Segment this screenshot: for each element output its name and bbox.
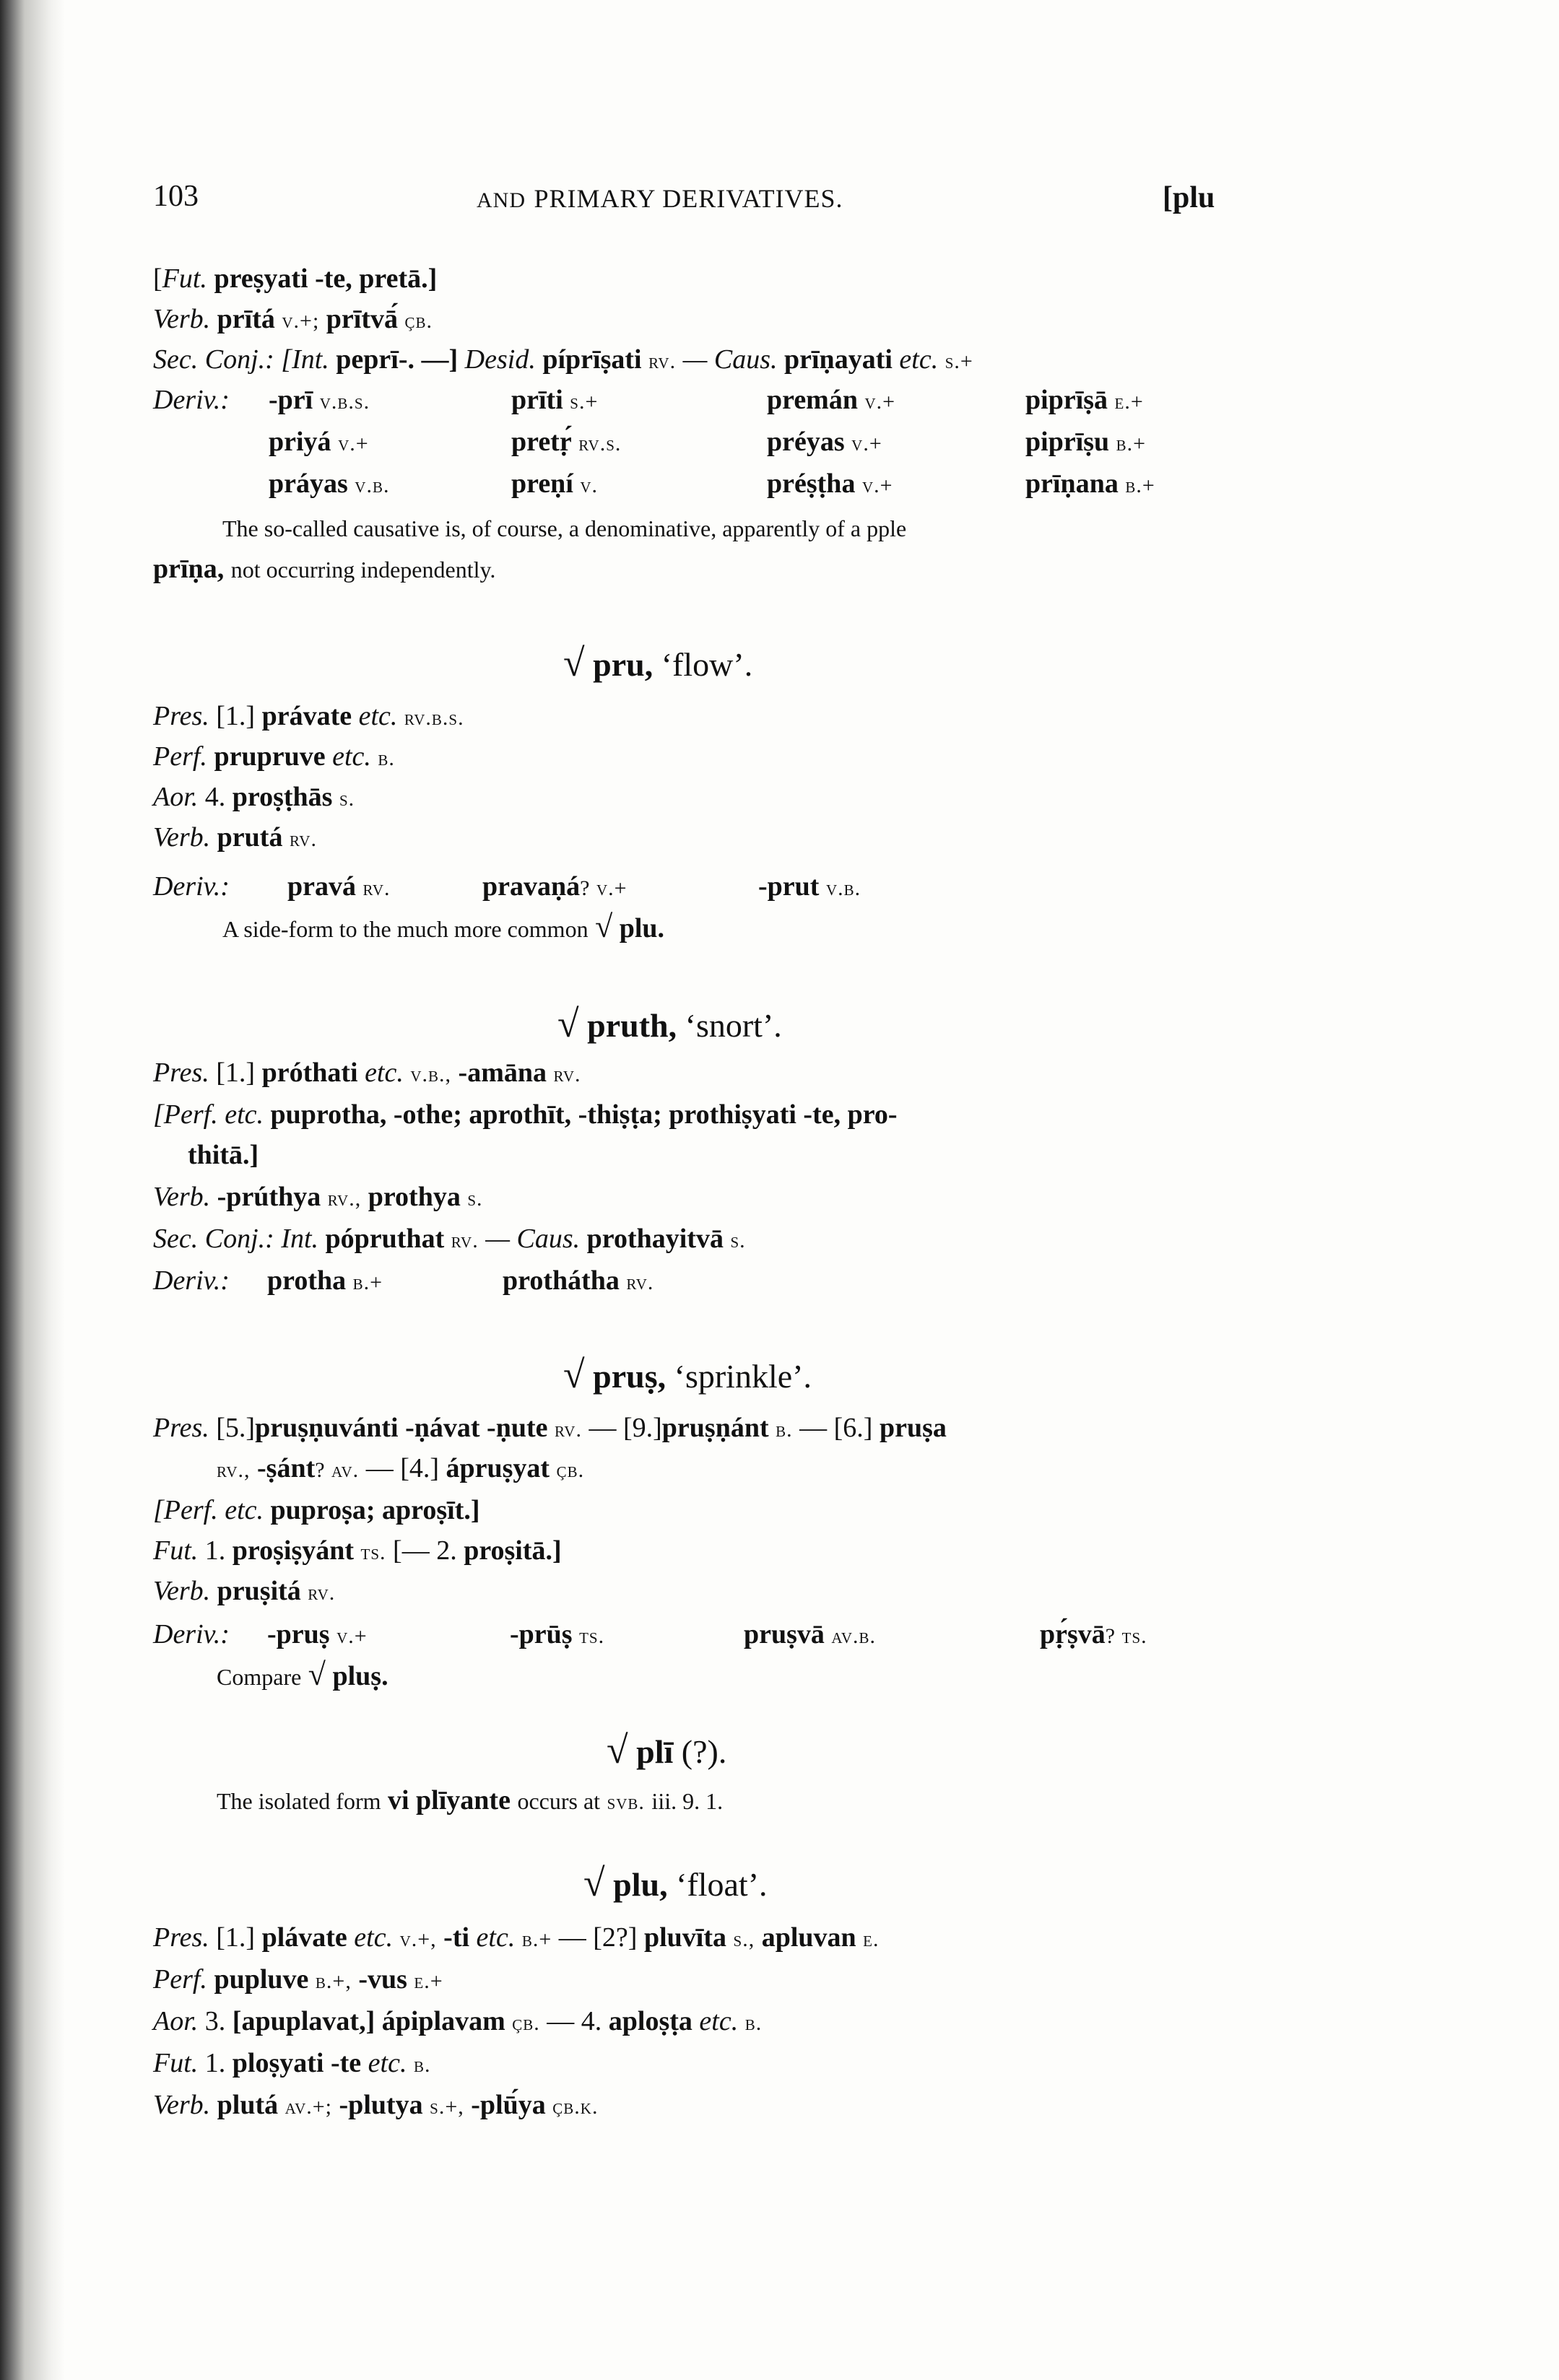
pri-deriv-form: préṣṭha <box>767 468 856 499</box>
pri-note-word: prīṇa, <box>153 554 225 584</box>
pri-deriv-form: piprīṣā <box>1025 385 1108 415</box>
pri-verb-src-1: v.+; <box>282 309 320 333</box>
root-heading-plu <box>583 1862 768 1905</box>
pri-fut-forms: preṣyati -te, pretā.] <box>214 263 438 294</box>
prus-perf-line: [Perf. etc. puproṣa; aproṣīt.] <box>153 1495 480 1525</box>
pri-deriv-form: -prī <box>269 385 313 415</box>
pri-deriv-cell <box>269 466 389 503</box>
pri-deriv-src: b.+ <box>1125 474 1155 497</box>
pri-verb-form-1: prītá <box>217 304 275 334</box>
pri-deriv-src: v.+ <box>864 390 896 414</box>
gloss-plu: ‘float’. <box>676 1866 768 1903</box>
radical-icon: √ <box>595 909 613 944</box>
pri-verb-src-2: çb. <box>404 309 433 333</box>
prus-deriv-label: Deriv.: <box>153 1619 230 1649</box>
pri-fut-bracket: [ <box>153 263 162 294</box>
root-heading-pru <box>563 642 752 685</box>
root-heading-prus <box>563 1354 812 1397</box>
pru-deriv-1: pravá rv. <box>287 871 391 902</box>
root-pli: plī <box>636 1733 674 1770</box>
pri-deriv-form: pretṛ́ <box>511 427 572 457</box>
pru-pres-line: Pres. [1.] právate etc. rv.b.s. <box>153 701 464 731</box>
pri-desid-src: rv. <box>648 349 677 373</box>
pri-deriv-cell <box>269 424 369 461</box>
prus-deriv-2: -prūṣ ts. <box>510 1619 605 1649</box>
pri-sec-label: Sec. Conj.: <box>153 344 274 375</box>
prus-deriv-3: pruṣvā av.b. <box>744 1619 877 1649</box>
pri-deriv-cell <box>511 383 598 419</box>
pru-deriv-3: -prut v.b. <box>758 871 861 902</box>
pri-deriv-src: v.b.s. <box>319 390 370 414</box>
pri-fut-label: Fut. <box>162 263 207 294</box>
pri-note-line-2 <box>153 552 495 587</box>
pru-deriv-2: pravaṇá? v.+ <box>482 871 627 902</box>
radical-icon: √ <box>557 1002 579 1045</box>
pri-deriv-form: preṇí <box>511 468 573 499</box>
radical-icon: √ <box>583 1861 605 1904</box>
pri-deriv-cell <box>1025 424 1146 461</box>
pri-sec-conj-line <box>153 342 973 379</box>
running-title-and: AND <box>477 188 526 212</box>
prus-pres-line-1: Pres. [5.]pruṣṇuvánti -ṇávat -ṇute rv. — [9.]pruṣṇánt b. — [6.] pruṣa <box>153 1413 947 1443</box>
prus-verb-line: Verb. pruṣitá rv. <box>153 1576 336 1606</box>
pruth-perf-line-2: thitā.] <box>188 1140 259 1170</box>
pri-deriv-form: práyas <box>269 468 348 499</box>
pri-deriv-cell <box>1025 466 1155 503</box>
root-pru: pru, <box>593 646 653 683</box>
pri-deriv-src: v.+ <box>338 432 369 455</box>
running-title <box>477 180 843 218</box>
pri-desid-label: Desid. <box>464 344 536 375</box>
pri-int-label: [Int. <box>281 344 329 375</box>
prus-fut-line: Fut. 1. proṣiṣyánt ts. [— 2. proṣitā.] <box>153 1535 562 1566</box>
pri-verb-form-2: prītvā́ <box>326 304 399 334</box>
pli-note-line: The isolated form vi plīyante occurs at svb. iii. 9. 1. <box>217 1785 724 1815</box>
gloss-pru: ‘flow’. <box>661 646 753 683</box>
pri-deriv-label: Deriv.: <box>153 385 230 415</box>
pri-deriv-src: b.+ <box>1116 432 1147 455</box>
pru-perf-line: Perf. prupruve etc. b. <box>153 741 395 772</box>
gloss-prus: ‘sprinkle’. <box>674 1358 812 1395</box>
pri-deriv-cell <box>511 424 621 461</box>
pruth-verb-line: Verb. -prúthya rv., prothya s. <box>153 1182 483 1212</box>
pri-deriv-src: v.+ <box>851 432 882 455</box>
pri-verb-line <box>153 302 433 339</box>
pri-caus-etc: etc. <box>899 344 939 375</box>
plu-perf-line: Perf. pupluve b.+, -vus e.+ <box>153 1964 443 1995</box>
pruth-deriv-2: prothátha rv. <box>503 1265 654 1296</box>
root-plu: plu, <box>613 1866 668 1903</box>
pruth-pres-line: Pres. [1.] próthati etc. v.b., -amāna rv. <box>153 1058 581 1088</box>
pri-deriv-form: piprīṣu <box>1025 427 1110 457</box>
plu-fut-line: Fut. 1. ploṣyati -te etc. b. <box>153 2048 431 2078</box>
radical-icon: √ <box>563 641 585 684</box>
root-heading-pruth <box>557 1003 782 1046</box>
pri-caus-src: s.+ <box>944 349 973 373</box>
pru-note-line: A side-form to the much more common √ plu. <box>222 909 665 944</box>
pri-desid-form: píprīṣati <box>542 344 642 375</box>
pri-note-line-1: The so-called causative is, of course, a denominative, apparently of a pple <box>222 515 907 541</box>
radical-icon: √ <box>308 1657 326 1692</box>
pri-deriv-cell <box>269 383 370 419</box>
plu-verb-line: Verb. plutá av.+; -plutya s.+, -plū́ya çb.k. <box>153 2090 599 2120</box>
pri-note-rest: not occurring independently. <box>230 557 496 583</box>
plu-aor-line: Aor. 3. [apuplavat,] ápiplavam çb. — 4. aploṣṭa etc. b. <box>153 2006 763 2036</box>
root-heading-pli <box>607 1730 726 1772</box>
pri-deriv-cell <box>767 424 882 461</box>
pri-deriv-src: s.+ <box>570 390 599 414</box>
pri-deriv-src: v.+ <box>861 474 893 497</box>
pri-caus-label: — Caus. <box>682 344 778 375</box>
pri-deriv-form: priyá <box>269 427 331 457</box>
pri-deriv-cell <box>511 466 598 503</box>
pri-int-form: peprī-. —] <box>336 344 459 375</box>
gloss-pruth: ‘snort’. <box>685 1007 782 1044</box>
radical-icon: √ <box>563 1353 585 1396</box>
prus-deriv-1: -pruṣ v.+ <box>267 1619 368 1649</box>
pri-deriv-src: v. <box>580 474 599 497</box>
scanned-page-edge <box>0 0 65 2380</box>
prus-pres-line-2: rv., -ṣánt? av. — [4.] ápruṣyat çb. <box>217 1453 585 1483</box>
plu-pres-line: Pres. [1.] plávate etc. v.+, -ti etc. b.+ — [2?] pluvīta s., apluvan e. <box>153 1922 880 1953</box>
query-pli: (?). <box>681 1733 727 1770</box>
pruth-deriv-label: Deriv.: <box>153 1265 230 1296</box>
pri-deriv-cell <box>767 383 895 419</box>
prus-deriv-4: pṛ́ṣvā? ts. <box>1040 1619 1147 1649</box>
pri-deriv-src: e.+ <box>1114 390 1144 414</box>
root-prus: pruṣ, <box>593 1358 666 1395</box>
pruth-sec-conj-line: Sec. Conj.: Int. pópruthat rv. — Caus. prothayitvā s. <box>153 1224 746 1254</box>
pri-deriv-src: v.b. <box>355 474 390 497</box>
pri-deriv-form: prīṇana <box>1025 468 1119 499</box>
pri-deriv-form: préyas <box>767 427 845 457</box>
pru-deriv-label: Deriv.: <box>153 871 230 902</box>
prus-compare-line: Compare √ pluṣ. <box>217 1657 388 1692</box>
pri-deriv-form: premán <box>767 385 858 415</box>
pru-verb-line: Verb. prutá rv. <box>153 822 317 853</box>
pru-aor-line: Aor. 4. proṣṭhās s. <box>153 782 355 812</box>
radical-icon: √ <box>607 1728 628 1771</box>
pri-fut-line <box>153 261 437 296</box>
pri-verb-label: Verb. <box>153 304 211 334</box>
running-title-rest: PRIMARY DERIVATIVES. <box>534 184 843 213</box>
pruth-perf-line-1: [Perf. etc. puprotha, -othe; aprothīt, -thiṣṭa; prothiṣyati -te, pro- <box>153 1099 898 1130</box>
pruth-deriv-1: protha b.+ <box>267 1265 383 1296</box>
running-root-tag: [plu <box>1163 181 1215 214</box>
root-pruth: pruth, <box>587 1007 677 1044</box>
pri-deriv-cell <box>767 466 893 503</box>
pri-deriv-src: rv.s. <box>578 432 622 455</box>
pri-deriv-cell <box>1025 383 1144 419</box>
page-number: 103 <box>153 180 199 213</box>
pri-deriv-form: prīti <box>511 385 563 415</box>
pri-caus-form: prīṇayati <box>784 344 893 375</box>
